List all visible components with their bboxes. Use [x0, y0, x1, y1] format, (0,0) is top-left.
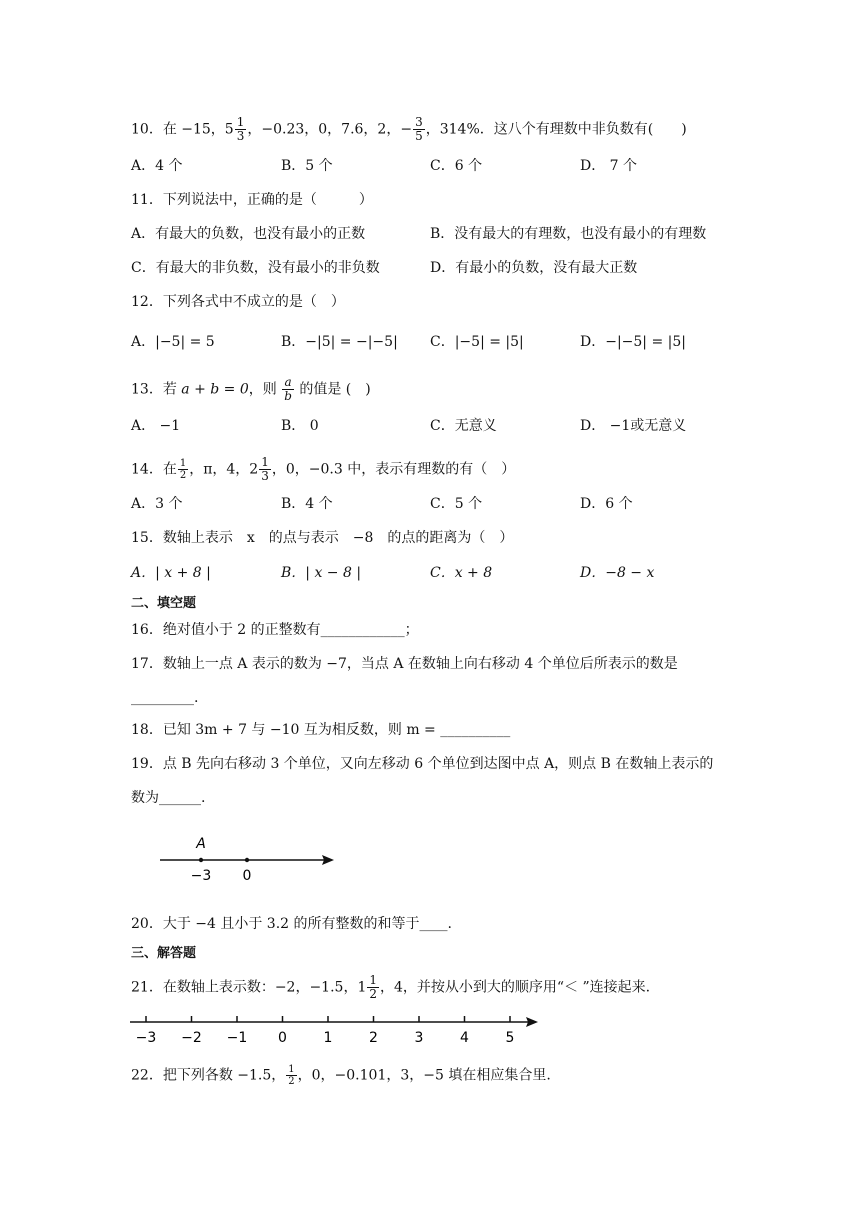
tick-label: 1 [323, 1030, 333, 1046]
option-c: C．x + 8 [430, 565, 493, 581]
tick-label: −2 [181, 1030, 202, 1046]
option-b: B．5 个 [281, 158, 333, 174]
tick-label: 3 [414, 1030, 424, 1046]
option-c: C．有最大的非负数，没有最小的非负数 [131, 260, 380, 276]
fraction: $\frac{1}{2}$ [179, 458, 187, 481]
option-c: C．无意义 [430, 418, 497, 434]
question-17-blank: _________. [131, 690, 199, 706]
tick-label: 0 [242, 868, 252, 884]
option-a: A．4 个 [131, 158, 183, 174]
question-16: 16．绝对值小于 2 的正整数有____________； [131, 622, 419, 638]
fraction: $\frac{1}{3}$ [236, 115, 245, 143]
point-label: A [196, 836, 206, 852]
fraction: $\frac{1}{3}$ [261, 455, 269, 483]
question-10: 10．在 −15，5 $\frac{1}{3}$ ，−0.23，0，7.6，2，− $\frac{3}{5}$ ，314%．这八个有理数中非负数有( ) [131, 115, 687, 143]
question-21: 21．在数轴上表示数：−2，−1.5，1 $\frac{1}{2}$ ，4，并按从小到大的顺序用“＜ ”连接起来. [131, 973, 651, 1001]
fraction: $\frac{1}{2}$ [369, 973, 377, 1001]
fraction: $\frac{3}{5}$ [415, 115, 423, 143]
tick-label: −3 [190, 868, 212, 884]
option-b: B．| x − 8 | [281, 565, 362, 581]
option-c: C．6 个 [430, 158, 483, 174]
tick-label: −1 [226, 1030, 248, 1046]
question-13: 13．若 a + b = 0，则 $\frac{a}{b}$ 的值是 ( ) [131, 375, 371, 403]
option-d: D． 7 个 [580, 158, 638, 174]
section-heading: 二、填空题 [131, 596, 197, 611]
option-a: A．| x + 8 | [131, 565, 211, 581]
tick-label: 5 [505, 1030, 515, 1046]
option-a: A．有最大的负数，也没有最小的正数 [131, 226, 366, 242]
option-c: C．|−5| = |5| [430, 334, 524, 350]
option-b: B．4 个 [281, 496, 333, 512]
option-d: D．−|−5| = |5| [580, 334, 686, 350]
question-18: 18．已知 3m + 7 与 −10 互为相反数，则 m = __________ [131, 722, 511, 738]
equation: a + b = 0 [181, 381, 249, 398]
tick-label: −3 [135, 1030, 157, 1046]
section-heading: 三、解答题 [131, 946, 197, 961]
option-b: B．没有最大的有理数，也没有最小的有理数 [430, 226, 707, 242]
option-d: D．6 个 [580, 496, 633, 512]
fraction: $\frac{a}{b}$ [284, 375, 292, 403]
option-b: B．−|5| = −|−5| [281, 334, 398, 350]
option-d: D． −1或无意义 [580, 418, 687, 434]
option-a: A． −1 [131, 418, 181, 434]
option-c: C．5 个 [430, 496, 483, 512]
question-22: 22．把下列各数 −1.5， $\frac{1}{2}$ ，0，−0.101，3，−5 填在相应集合里. [131, 1064, 551, 1087]
tick-label: 0 [278, 1030, 287, 1046]
fraction: $\frac{1}{2}$ [288, 1064, 295, 1087]
tick-label: 2 [369, 1030, 378, 1046]
option-d: D．−8 − x [580, 565, 655, 581]
question-17: 17．数轴上一点 A 表示的数为 −7，当点 A 在数轴上向右移动 4 个单位后所表示的数是 [131, 656, 678, 672]
question-14: 14．在 $\frac{1}{2}$ ，π，4，2 $\frac{1}{3}$ ，0，−0.3 中，表示有理数的有（ ） [131, 455, 516, 483]
question-20: 20．大于 −4 且小于 3.2 的所有整数的和等于____. [131, 916, 452, 932]
question-19: 19．点 B 先向右移动 3 个单位，又向左移动 6 个单位到达图中点 A，则点 B 在数轴上表示的 [131, 756, 714, 772]
question-15: 15．数轴上表示 x 的点与表示 −8 的点的距离为（ ） [131, 530, 514, 546]
question-11: 11．下列说法中，正确的是（ ） [131, 192, 373, 208]
option-a: A．|−5| = 5 [131, 334, 215, 350]
option-d: D．有最小的负数，没有最大正数 [430, 260, 638, 276]
option-a: A．3 个 [131, 496, 183, 512]
question-19-blank: 数为______. [131, 790, 206, 806]
tick-label: 4 [460, 1030, 469, 1046]
question-12: 12．下列各式中不成立的是（ ） [131, 294, 345, 310]
option-b: B． 0 [281, 418, 319, 434]
